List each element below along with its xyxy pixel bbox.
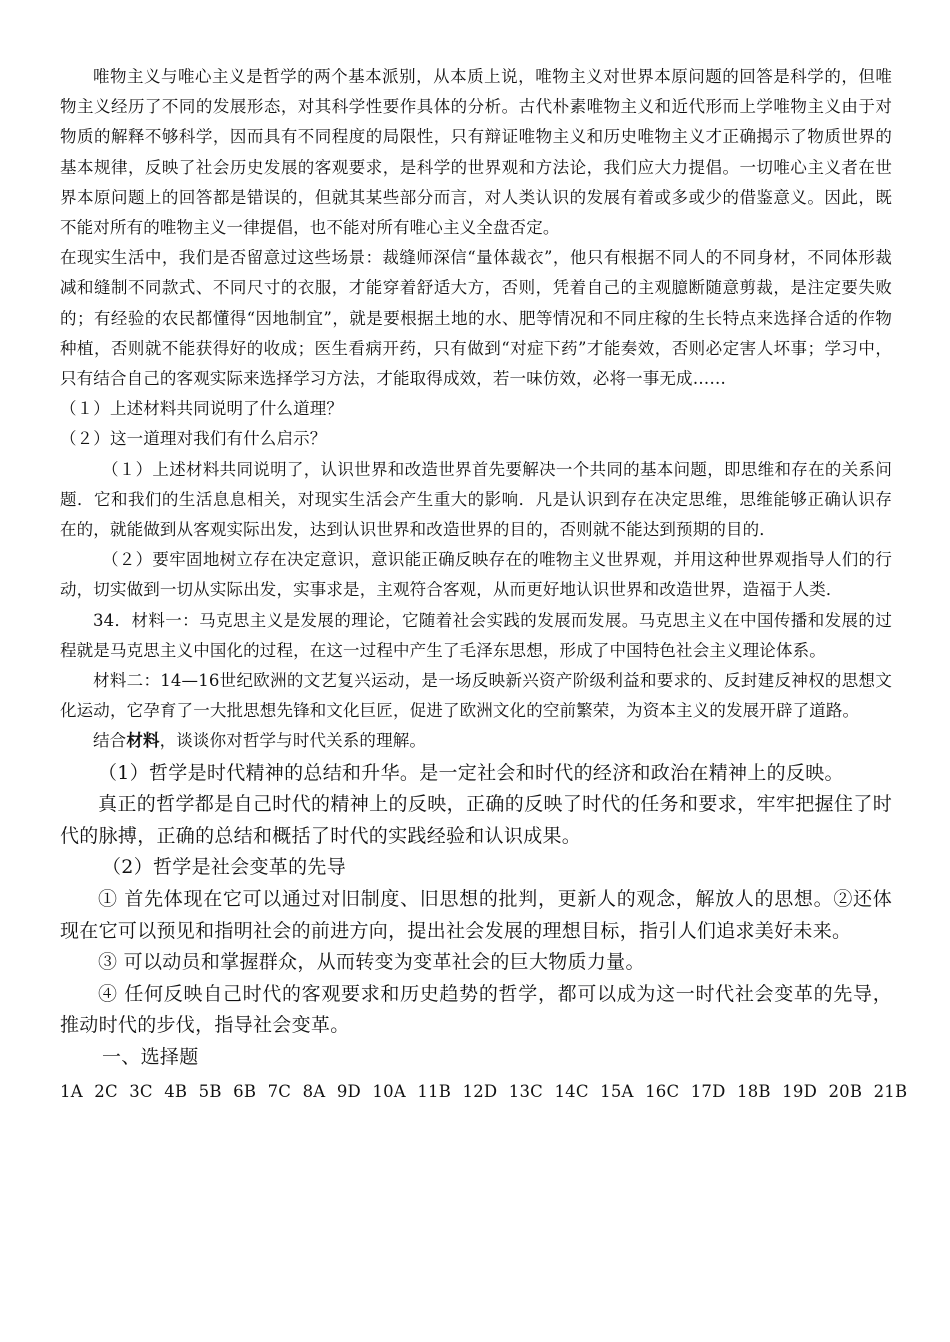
answer-34-point-2-a: ① 首先体现在它可以通过对旧制度、旧思想的批判，更新人的观念，解放人的思想。②还体现在它可以预见和指明社会的前进方向，提出社会发展的理想目标，指引人们追求美好未来。 [60,888,892,942]
question-1: （１）上述材料共同说明了什么道理？ [60,399,344,419]
document-page [60,62,908,1107]
multiple-choice-answers: 1A 2C 3C 4B 5B 6B 7C 8A 9D 10A 11B 12D 13C 14C 15A 16C 17D 18B 19D 20B 21B [60,1081,908,1101]
task-suffix: ，谈谈你对哲学与时代关系的理解。 [159,731,427,751]
question-34-material-2: 材料二：14—16世纪欧洲的文艺复兴运动，是一场反映新兴资产阶级利益和要求的、反封建反神权的思想文化运动，它孕育了一大批思想先锋和文化巨匠，促进了欧洲文化的空前繁荣，为资本主义的发展开辟了道路。 [60,671,892,721]
question-34-task [60,726,892,756]
paragraph-materialism-idealism: 唯物主义与唯心主义是哲学的两个基本派别，从本质上说，唯物主义对世界本原问题的回答是科学的，但唯物主义经历了不同的发展形态，对其科学性要作具体的分析。古代朴素唯物主义和近代形而上学唯物主义由于对物质的解释不够科学，因而具有不同程度的局限性，只有辩证唯物主义和历史唯物主义才正确揭示了物质世界的基本规律，反映了社会历史发展的客观要求，是科学的世界观和方法论，我们应大力提倡。一切唯心主义者在世界本原问题上的回答都是错误的，但就其某些部分而言，对人类认识的发展有着或多或少的借鉴意义。因此，既不能对所有的唯物主义一律提倡，也不能对所有唯心主义全盘否定。 [60,67,892,238]
answer-1: （１）上述材料共同说明了，认识世界和改造世界首先要解决一个共同的基本问题，即思维和存在的关系问题．它和我们的生活息息相关，对现实生活会产生重大的影响．凡是认识到存在决定思维，思维能够正确认识存在的，就能做到从客观实际出发，达到认识世界和改造世界的目的，否则就不能达到预期的目的． [60,459,892,540]
answer-2: （２）要牢固地树立存在决定意识，意识能正确反映存在的唯物主义世界观，并用这种世界观指导人们的行动，切实做到一切从实际出发，实事求是，主观符合客观，从而更好地认识世界和改造世界，造福于人类． [60,550,892,600]
task-prefix: 结合 [93,731,127,751]
paragraph-real-life-scenes: 在现实生活中，我们是否留意过这些场景：裁缝师深信“量体裁衣”，他只有根据不同人的不同身材，不同体形裁减和缝制不同款式、不同尺寸的衣服，才能穿着舒适大方，否则，凭着自己的主观臆断随意剪裁，是注定要失败的；有经验的农民都懂得“因地制宜”，就是要根据土地的水、肥等情况和不同庄稼的生长特点来选择合适的作物种植，否则就不能获得好的收成；医生看病开药，只有做到“对症下药”才能奏效，否则必定害人坏事；学习中，只有结合自己的客观实际来选择学习方法，才能取得成效，若一味仿效，必将一事无成…… [60,248,892,389]
question-2: （２）这一道理对我们有什么启示？ [60,429,327,449]
answer-34-point-2: （2）哲学是社会变革的先导 [102,856,346,879]
answer-34-point-2-c: ④ 任何反映自己时代的客观要求和历史趋势的哲学，都可以成为这一时代社会变革的先导，推动时代的步伐，指导社会变革。 [60,982,892,1037]
answer-34-point-1-detail: 真正的哲学都是自己时代的精神上的反映，正确的反映了时代的任务和要求，牢牢把握住了时代的脉搏，正确的总结和概括了时代的实践经验和认识成果。 [60,793,892,847]
section-heading-multiple-choice: 一、选择题 [102,1046,199,1069]
answer-34-point-1: （1）哲学是时代精神的总结和升华。是一定社会和时代的经济和政治在精神上的反映。 [98,761,844,784]
question-34-material-1: 34．材料一：马克思主义是发展的理论，它随着社会实践的发展而发展。马克思主义在中国传播和发展的过程就是马克思主义中国化的过程，在这一过程中产生了毛泽东思想，形成了中国特色社会主义理论体系。 [60,610,892,660]
task-bold-word: 材料 [126,731,160,751]
answer-34-point-2-b: ③ 可以动员和掌握群众，从而转变为变革社会的巨大物质力量。 [98,951,645,974]
